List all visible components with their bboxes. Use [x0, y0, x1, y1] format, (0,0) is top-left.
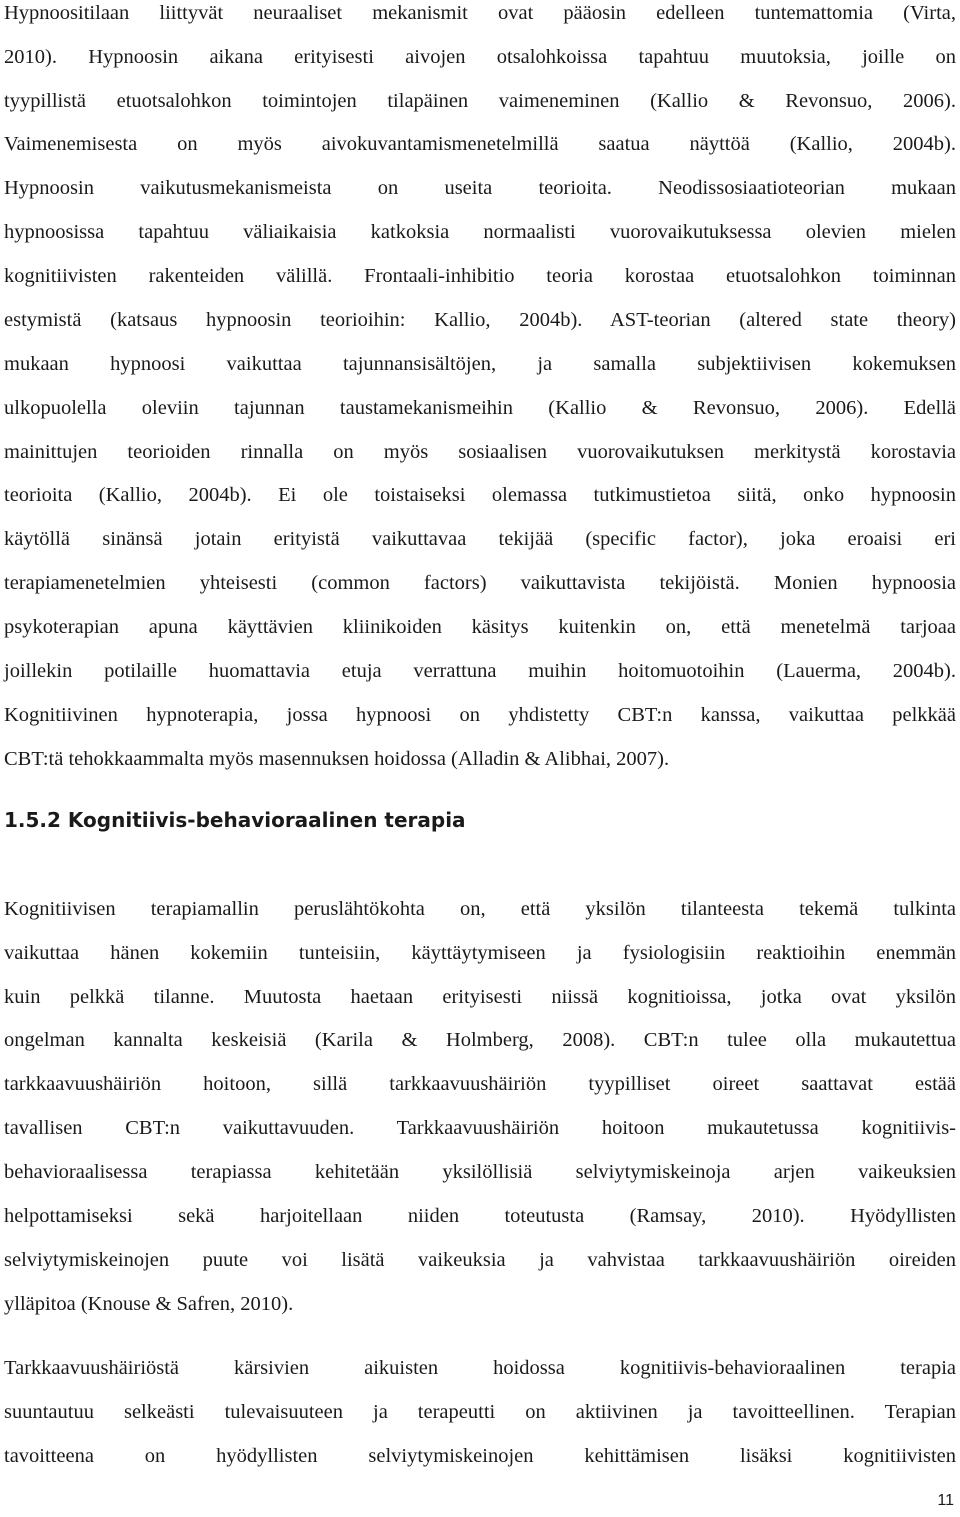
text-line: tavallisen CBT:n vaikuttavuuden. Tarkkaavuushäiriön hoitoon mukautetussa kognitiivis- [4, 1117, 956, 1139]
text-line: ongelman kannalta keskeisiä (Karila & Holmberg, 2008). CBT:n tulee olla mukautettua [4, 1029, 956, 1051]
text-line: hypnoosissa tapahtuu väliaikaisia katkoksia normaalisti vuorovaikutuksessa olevien mielen [4, 221, 956, 243]
text-line: mainittujen teorioiden rinnalla on myös sosiaalisen vuorovaikutuksen merkitystä korostavia [4, 441, 956, 463]
text-line: Hypnoosin vaikutusmekanismeista on useita teorioita. Neodissosiaatioteorian mukaan [4, 177, 956, 199]
text-line: terapiamenetelmien yhteisesti (common factors) vaikuttavista tekijöistä. Monien hypnoosia [4, 572, 956, 594]
text-line: estymistä (katsaus hypnoosin teorioihin: Kallio, 2004b). AST-teorian (altered state theory) [4, 309, 956, 331]
text-line: selviytymiskeinojen puute voi lisätä vaikeuksia ja vahvistaa tarkkaavuushäiriön oireiden [4, 1249, 956, 1271]
text-line: ylläpitoa (Knouse & Safren, 2010). [4, 1293, 294, 1315]
text-line: ulkopuolella oleviin tajunnan taustamekanismeihin (Kallio & Revonsuo, 2006). Edellä [4, 397, 956, 419]
text-line: Vaimenemisesta on myös aivokuvantamismenetelmillä saatua näyttöä (Kallio, 2004b). [4, 133, 956, 155]
section-heading: 1.5.2 Kognitiivis-behavioraalinen terapia [4, 808, 466, 832]
text-line: suuntautuu selkeästi tulevaisuuteen ja terapeutti on aktiivinen ja tavoitteellinen. Terapian [4, 1401, 956, 1423]
text-line: Kognitiivisen terapiamallin peruslähtökohta on, että yksilön tilanteesta tekemä tulkinta [4, 898, 956, 920]
text-line: tyypillistä etuotsalohkon toimintojen tilapäinen vaimeneminen (Kallio & Revonsuo, 2006). [4, 90, 956, 112]
text-line: helpottamiseksi sekä harjoitellaan niiden toteutusta (Ramsay, 2010). Hyödyllisten [4, 1205, 956, 1227]
text-line: psykoterapian apuna käyttävien kliinikoiden käsitys kuitenkin on, että menetelmä tarjoaa [4, 616, 956, 638]
text-line: Tarkkaavuushäiriöstä kärsivien aikuisten hoidossa kognitiivis-behavioraalinen terapia [4, 1357, 956, 1379]
text-line: käytöllä sinänsä jotain erityistä vaikuttavaa tekijää (specific factor), joka eroaisi eri [4, 528, 956, 550]
text-line: kuin pelkkä tilanne. Muutosta haetaan erityisesti niissä kognitioissa, jotka ovat yksilön [4, 986, 956, 1008]
text-line: behavioraalisessa terapiassa kehitetään yksilöllisiä selviytymiskeinoja arjen vaikeuksien [4, 1161, 956, 1183]
text-line: joillekin potilaille huomattavia etuja verrattuna muihin hoitomuotoihin (Lauerma, 2004b). [4, 660, 956, 682]
text-line: 2010). Hypnoosin aikana erityisesti aivojen otsalohkoissa tapahtuu muutoksia, joille on [4, 46, 956, 68]
text-line: mukaan hypnoosi vaikuttaa tajunnansisältöjen, ja samalla subjektiivisen kokemuksen [4, 353, 956, 375]
text-line: tarkkaavuushäiriön hoitoon, sillä tarkkaavuushäiriön tyypilliset oireet saattavat estää [4, 1073, 956, 1095]
text-line: CBT:tä tehokkaammalta myös masennuksen hoidossa (Alladin & Alibhai, 2007). [4, 748, 670, 770]
page-number: 11 [937, 1492, 954, 1509]
text-line: vaikuttaa hänen kokemiin tunteisiin, käyttäytymiseen ja fysiologisiin reaktioihin enemmän [4, 942, 956, 964]
text-line: kognitiivisten rakenteiden välillä. Frontaali-inhibitio teoria korostaa etuotsalohkon toiminnan [4, 265, 956, 287]
text-line: Kognitiivinen hypnoterapia, jossa hypnoosi on yhdistetty CBT:n kanssa, vaikuttaa pelkkää [4, 704, 956, 726]
text-line: teorioita (Kallio, 2004b). Ei ole toistaiseksi olemassa tutkimustietoa siitä, onko hypnoosin [4, 484, 956, 506]
text-line: Hypnoositilaan liittyvät neuraaliset mekanismit ovat pääosin edelleen tuntemattomia (Virta, [4, 2, 956, 24]
text-line: tavoitteena on hyödyllisten selviytymiskeinojen kehittämisen lisäksi kognitiivisten [4, 1445, 956, 1467]
